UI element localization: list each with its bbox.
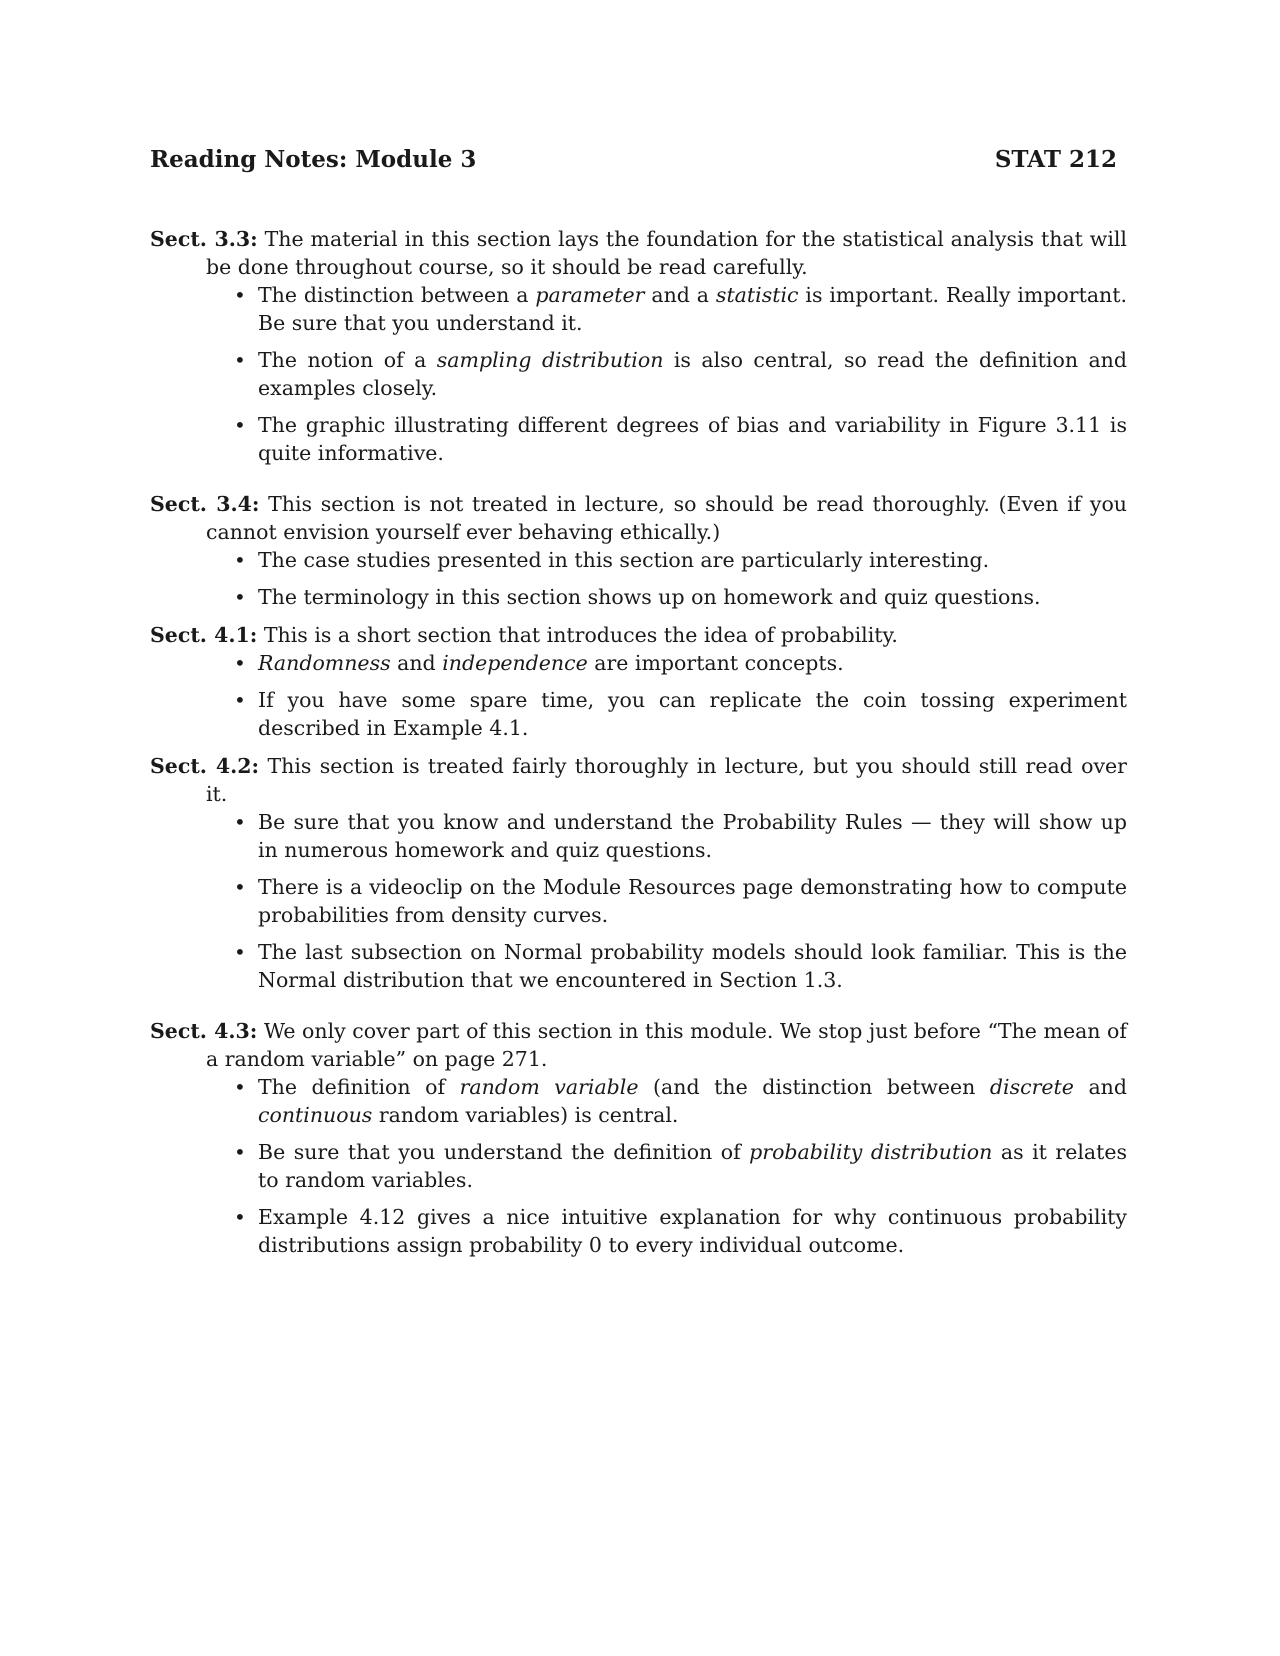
bullet-icon: • <box>234 940 246 964</box>
section-text: This is a short section that introduces the idea of probability. <box>263 623 898 647</box>
bullet-list <box>150 546 1127 611</box>
list-item <box>234 411 1127 467</box>
bullet-text: The definition of <box>258 1075 460 1099</box>
list-item <box>234 938 1127 994</box>
section-3-3 <box>150 225 1127 467</box>
bullet-text: is important. Really important. Be sure that you understand it. <box>258 283 1127 335</box>
document-title: Reading Notes: Module 3 <box>150 146 477 173</box>
section-label: Sect. 3.3: <box>150 227 258 251</box>
list-item <box>234 1138 1127 1194</box>
bullet-icon: • <box>234 651 246 675</box>
bullet-text: There is a videoclip on the Module Resources page demonstrating how to compute probabilities from density curves. <box>258 875 1127 927</box>
section-label: Sect. 3.4: <box>150 492 260 516</box>
list-item <box>234 1203 1127 1259</box>
bullet-text: Example 4.12 gives a nice intuitive explanation for why continuous probability distributions assign probability 0 to every individual outcome. <box>258 1205 1127 1257</box>
bullet-icon: • <box>234 1205 246 1229</box>
bullet-text: and <box>390 651 443 675</box>
term-emphasis: Randomness <box>258 651 391 675</box>
bullet-text: (and the distinction between <box>638 1075 990 1099</box>
bullet-list <box>150 649 1127 742</box>
list-item <box>234 808 1127 864</box>
bullet-icon: • <box>234 875 246 899</box>
term-emphasis: continuous <box>258 1103 373 1127</box>
section-text: The material in this section lays the foundation for the statistical analysis that will be done throughout course, so it should be read carefully. <box>206 227 1127 279</box>
bullet-text: and a <box>644 283 716 307</box>
bullet-icon: • <box>234 810 246 834</box>
section-intro <box>150 490 1127 546</box>
bullet-icon: • <box>234 1075 246 1099</box>
bullet-text: Be sure that you know and understand the Probability Rules — they will show up in numerous homework and quiz questions. <box>258 810 1127 862</box>
bullet-text: and <box>1073 1075 1127 1099</box>
term-emphasis: probability distribution <box>749 1140 993 1164</box>
course-code: STAT 212 <box>994 146 1117 173</box>
bullet-text: The case studies presented in this section are particularly interesting. <box>258 548 990 572</box>
section-4-2 <box>150 752 1127 994</box>
bullet-text: The distinction between a <box>258 283 536 307</box>
list-item <box>234 873 1127 929</box>
list-item <box>234 583 1127 611</box>
bullet-text: is also central, so read the definition and examples closely. <box>258 348 1127 400</box>
term-emphasis: parameter <box>535 283 645 307</box>
page-header <box>150 146 1127 173</box>
bullet-list <box>150 1073 1127 1259</box>
section-text: This section is not treated in lecture, so should be read thoroughly. (Even if you cannot envision yourself ever behaving ethically.) <box>206 492 1127 544</box>
bullet-icon: • <box>234 548 246 572</box>
section-intro <box>150 752 1127 808</box>
bullet-text: random variables) is central. <box>372 1103 679 1127</box>
section-label: Sect. 4.3: <box>150 1019 258 1043</box>
section-3-4 <box>150 490 1127 611</box>
term-emphasis: discrete <box>989 1075 1074 1099</box>
bullet-icon: • <box>234 688 246 712</box>
term-emphasis: independence <box>442 651 588 675</box>
bullet-text: are important concepts. <box>587 651 844 675</box>
list-item <box>234 1073 1127 1129</box>
bullet-text: The terminology in this section shows up on homework and quiz questions. <box>258 585 1041 609</box>
bullet-list <box>150 808 1127 994</box>
term-emphasis: random variable <box>459 1075 639 1099</box>
bullet-text: The last subsection on Normal probability models should look familiar. This is the Normal distribution that we encountered in Section 1.3. <box>258 940 1127 992</box>
bullet-icon: • <box>234 413 246 437</box>
bullet-icon: • <box>234 1140 246 1164</box>
section-text: This section is treated fairly thoroughly in lecture, but you should still read over it. <box>206 754 1127 806</box>
list-item <box>234 686 1127 742</box>
bullet-text: Be sure that you understand the definition of <box>258 1140 750 1164</box>
bullet-text: The notion of a <box>258 348 437 372</box>
bullet-icon: • <box>234 283 246 307</box>
list-item <box>234 281 1127 337</box>
section-intro <box>150 621 1127 649</box>
section-4-1 <box>150 621 1127 742</box>
section-4-3 <box>150 1017 1127 1259</box>
section-label: Sect. 4.1: <box>150 623 258 647</box>
section-intro <box>150 225 1127 281</box>
bullet-text: The graphic illustrating different degrees of bias and variability in Figure 3.11 is quite informative. <box>258 413 1127 465</box>
bullet-text: as it relates to random variables. <box>258 1140 1127 1192</box>
bullet-icon: • <box>234 348 246 372</box>
section-text: We only cover part of this section in this module. We stop just before “The mean of a random variable” on page 271. <box>206 1019 1127 1071</box>
bullet-icon: • <box>234 585 246 609</box>
list-item <box>234 649 1127 677</box>
section-intro <box>150 1017 1127 1073</box>
list-item <box>234 346 1127 402</box>
term-emphasis: statistic <box>715 283 799 307</box>
document-page <box>150 146 1127 1268</box>
section-label: Sect. 4.2: <box>150 754 260 778</box>
bullet-text: If you have some spare time, you can replicate the coin tossing experiment described in Example 4.1. <box>258 688 1127 740</box>
term-emphasis: sampling distribution <box>436 348 664 372</box>
list-item <box>234 546 1127 574</box>
bullet-list <box>150 281 1127 467</box>
